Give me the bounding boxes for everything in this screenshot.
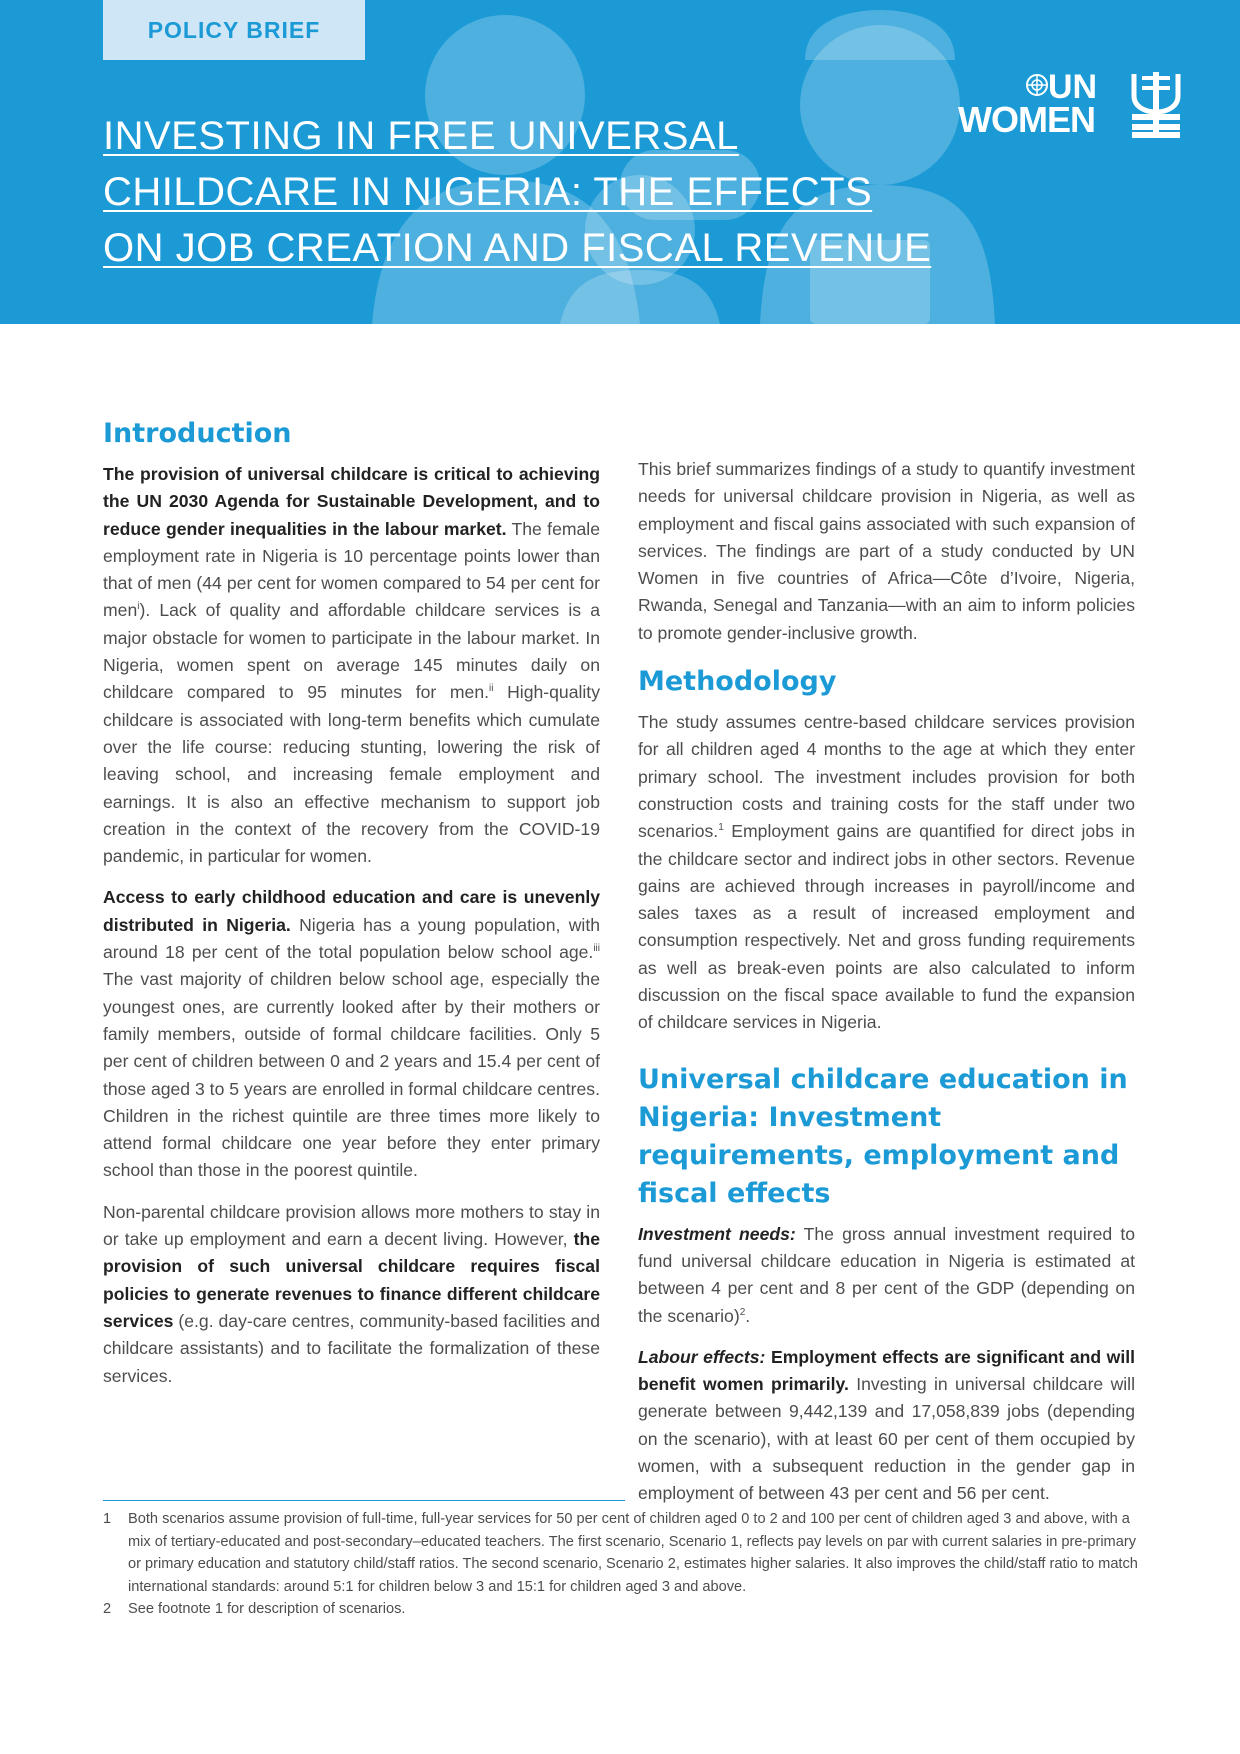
summary-paragraph: This brief summarizes findings of a study to quantify investment needs for universal childcare provision in Nigeria, as well as employment and fiscal gains associated with such expansion of services. The findings are part of a study conducted by UN Women in five countries of Africa—Côte d’Ivoire, Nigeria, Rwanda, Senegal and Tanzania—with an aim to inform policies to promote gender-inclusive growth. bbox=[638, 459, 1135, 643]
endnote-ref-iii: iii bbox=[593, 943, 600, 955]
intro-paragraph-2 bbox=[103, 884, 600, 1184]
footnote-number: 1 bbox=[103, 1511, 112, 1527]
labour-effects-paragraph bbox=[638, 1344, 1135, 1508]
endnote-ref-i: i bbox=[137, 601, 140, 613]
policy-brief-badge: POLICY BRIEF bbox=[103, 0, 365, 60]
intro-paragraph-1 bbox=[103, 461, 600, 870]
methodology-text-a: The study assumes centre-based childcare services provision for all children aged 4 months to the age at which they enter primary school. The investment includes provision for both construction costs and training costs for the staff under two scenarios. bbox=[638, 712, 1135, 842]
intro-p3-bold: the provision of such universal childcare requires fiscal policies to generate revenues to finance different childcare services bbox=[103, 1229, 600, 1331]
intro-p1-text-c: High-quality childcare is associated with long-term benefits which cumulate over the life course: reducing stunting, lowering the risk of leaving school, and increasing female employment and earnings. It is also an effective mechanism to support job creation in the context of the recovery from the COVID-19 pandemic, in particular for women. bbox=[103, 682, 600, 867]
investment-needs-text: The gross annual investment required to fund universal childcare education in Nigeria is estimated at between 4 per cent and 8 per cent of the GDP (depending on the scenario) bbox=[638, 1223, 1136, 1326]
intro-p1-text-b: ). Lack of quality and affordable childcare services is a major obstacle for women to participate in the labour market. In Nigeria, women spent on average 145 minutes daily on childcare compared to 95 minutes for men. bbox=[103, 600, 600, 703]
intro-p1-text-a: The female employment rate in Nigeria is 10 percentage points lower than that of men (44 per cent for women compared to 54 per cent for men bbox=[103, 518, 600, 621]
intro-paragraph-3 bbox=[103, 1199, 600, 1390]
cover-banner bbox=[0, 0, 1240, 324]
endnote-ref-ii: ii bbox=[489, 683, 494, 695]
footnote-text: See footnote 1 for description of scenarios. bbox=[128, 1601, 406, 1617]
footnote-2 bbox=[103, 1598, 1138, 1621]
investment-needs-lead: Investment needs: bbox=[638, 1223, 796, 1244]
right-column bbox=[638, 456, 1135, 1522]
intro-p3-text-b: (e.g. day-care centres, community-based facilities and childcare assistants) and to facilitate the formalization of these services. bbox=[103, 1310, 600, 1386]
footnote-1 bbox=[103, 1508, 1138, 1598]
page-title bbox=[103, 108, 1003, 276]
title-line-2: CHILDCARE IN NIGERIA: THE EFFECTS bbox=[103, 170, 873, 214]
methodology-text-b: Employment gains are quantified for direct jobs in the childcare sector and indirect jobs in other sectors. Revenue gains are achieved through increases in payroll/income and sales taxes as a result of increased employment and consumption respectively. Net and gross funding requirements as well as break-even points are also calculated to inform discussion on the fiscal space available to fund the expansion of childcare services in Nigeria. bbox=[638, 821, 1135, 1033]
labour-effects-lead: Labour effects: bbox=[638, 1346, 766, 1367]
intro-p3-text-a: Non-parental childcare provision allows more mothers to stay in or take up employment and earn a decent living. However, bbox=[103, 1201, 600, 1250]
intro-p1-bold: The provision of universal childcare is critical to achieving the UN 2030 Agenda for Sustainable Development, and to reduce gender inequalities in the labour market. bbox=[103, 464, 600, 539]
footnote-divider bbox=[103, 1500, 625, 1501]
footnotes bbox=[103, 1508, 1138, 1621]
intro-p2-text-a: Nigeria has a young population, with around 18 per cent of the total population below school age. bbox=[103, 914, 600, 963]
logo-women-text: WOMEN bbox=[958, 99, 1095, 140]
methodology-paragraph bbox=[638, 709, 1135, 1037]
footnote-ref-2: 2 bbox=[739, 1306, 746, 1318]
un-women-logo bbox=[958, 70, 1188, 140]
labour-effects-text: Investing in universal childcare will generate between 9,442,139 and 17,058,839 jobs (depending on the scenario), with at least 60 per cent of them occupied by women, with a subsequent reduction in the gender gap in employment of between 43 per cent and 56 per cent. bbox=[638, 1374, 1136, 1504]
left-column bbox=[103, 415, 600, 1404]
footnote-number: 2 bbox=[103, 1601, 112, 1617]
introduction-heading: Introduction bbox=[103, 418, 292, 449]
investment-needs-paragraph bbox=[638, 1221, 1135, 1330]
investment-needs-end: . bbox=[745, 1305, 751, 1326]
footnote-ref-1: 1 bbox=[718, 822, 724, 834]
universal-childcare-heading: Universal childcare education in Nigeria: Investment requirements, employment and fiscal effects bbox=[638, 1063, 1128, 1209]
logo-un-text: UN bbox=[1048, 68, 1098, 106]
labour-effects-bold: Employment effects are significant and will benefit women primarily. bbox=[638, 1346, 1135, 1395]
title-line-3: ON JOB CREATION AND FISCAL REVENUE bbox=[103, 226, 932, 270]
methodology-heading: Methodology bbox=[638, 666, 837, 698]
un-globe-icon bbox=[1026, 74, 1048, 96]
un-women-emblem-icon bbox=[1128, 70, 1184, 138]
footnote-text: Both scenarios assume provision of full-time, full-year services for 50 per cent of children aged 0 to 2 and 100 per cent of children aged 3 and above, with a mix of tertiary-educated and post-secondary–educated teachers. The first scenario, Scenario 1, reflects pay levels on par with current salaries in pre-primary or primary education and statutory child/staff ratios. The second scenario, Scenario 2, estimates higher salaries. It also improves the child/staff ratio to match international standards: around 5:1 for children below 3 and 15:1 for children aged 3 and above. bbox=[128, 1511, 1138, 1595]
title-line-1: INVESTING IN FREE UNIVERSAL bbox=[103, 114, 739, 158]
intro-p2-text-b: The vast majority of children below school age, especially the youngest ones, are currently looked after by their mothers or family members, outside of formal childcare facilities. Only 5 per cent of children between 0 and 2 years and 15.4 per cent of those aged 3 to 5 years are enrolled in formal childcare centres. Children in the richest quintile are three times more likely to attend formal childcare one year before they enter primary school than those in the poorest quintile. bbox=[103, 969, 600, 1181]
intro-p2-bold: Access to early childhood education and care is unevenly distributed in Nigeria. bbox=[103, 887, 600, 935]
